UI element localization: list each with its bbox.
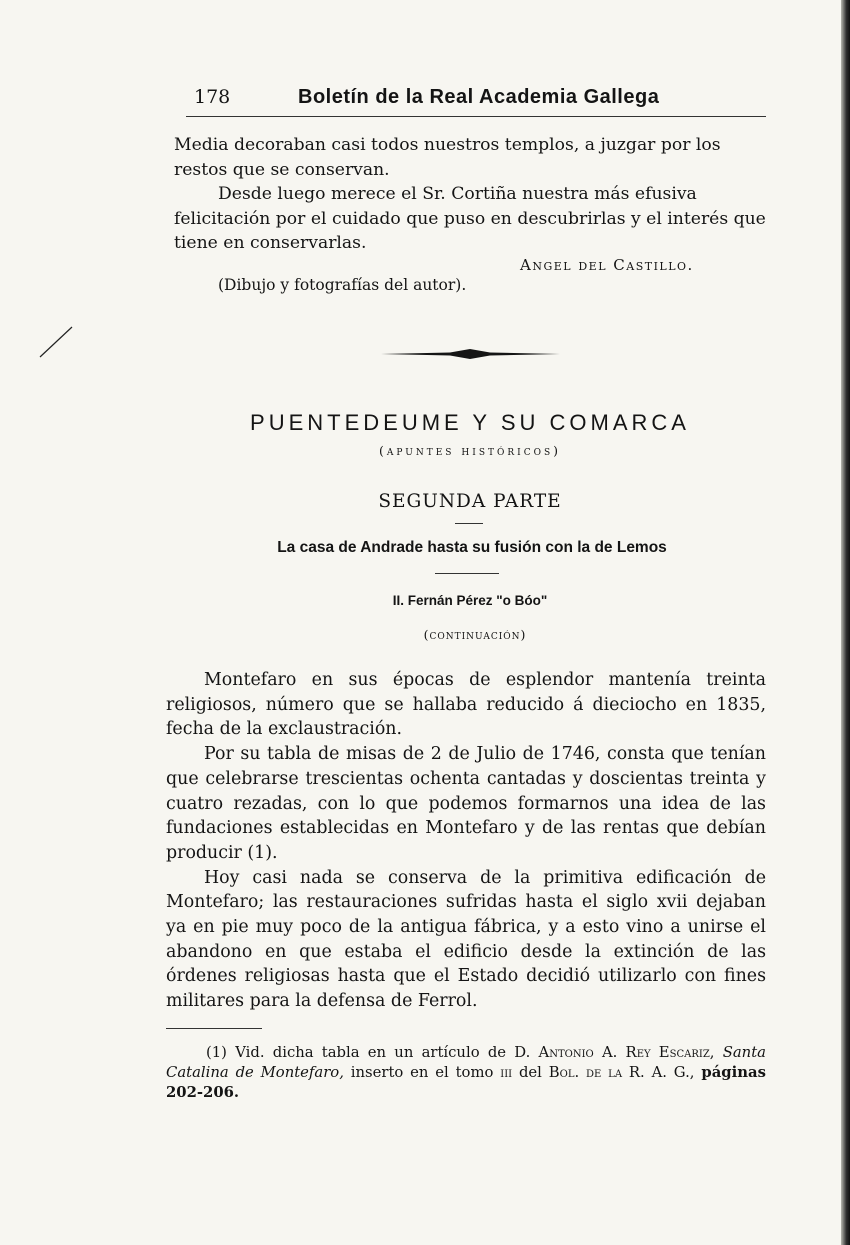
image-credit: (Dibujo y fotografías del autor).	[218, 276, 467, 294]
divider-dash	[435, 573, 499, 574]
previous-article-paragraph: Media decoraban casi todos nuestros templos, a juzgar por los restos que se conservan.	[174, 135, 721, 180]
body-paragraph: Montefaro en sus épocas de esplendor mantenía treinta religiosos, número que se hallaba reducido á dieciocho en 1835, fecha de la exclaustración.	[166, 670, 766, 740]
footnote	[166, 1043, 766, 1103]
running-header	[186, 84, 766, 120]
section-divider-ornament	[380, 343, 560, 365]
page-edge-shadow	[841, 0, 850, 1245]
part-heading: SEGUNDA PARTE	[378, 491, 562, 512]
footnote-journal: Bol. de la R. A. G.	[548, 1064, 690, 1081]
footnote-marker: (1)	[206, 1044, 227, 1061]
body-paragraph: Hoy casi nada se conserva de la primitiva edificación de Montefaro; las restauraciones sufridas hasta el siglo xvii dejaban ya en pie muy poco de la antigua fábrica, y a esto vino a unirse el abandono en que estaba el edificio desde la extinción de las órdenes religiosas hasta que el Estado decidió utilizarlo con fines militares para la defensa de Ferrol.	[166, 867, 766, 1012]
chapter-heading: La casa de Andrade hasta su fusión con la de Lemos	[277, 539, 667, 556]
footnote-work-title: Santa Catalina de Montefaro,	[166, 1044, 766, 1081]
journal-title: Boletín de la Real Academia Gallega	[298, 86, 660, 108]
footnote-author: Antonio A. Rey Escariz	[538, 1044, 710, 1061]
footnote-text: Vid. dicha tabla en un artículo de D.	[235, 1044, 531, 1061]
section-heading: II. Fernán Pérez "o Bóo"	[392, 593, 548, 608]
article-body	[166, 668, 766, 1014]
divider-dash	[455, 523, 483, 524]
continuation-label: (continuación)	[423, 627, 527, 642]
article-subtitle: (apuntes históricos)	[378, 443, 562, 458]
article-title: PUENTEDEUME Y SU COMARCA	[250, 410, 690, 435]
pen-mark-icon	[38, 325, 74, 359]
footnote-rule	[166, 1028, 262, 1029]
footnote-separator: ,	[709, 1044, 715, 1061]
footnote-volume: iii	[500, 1064, 513, 1081]
footnote-text: inserto en el tomo	[350, 1064, 494, 1081]
footnote-pages: páginas 202-206.	[166, 1064, 766, 1101]
author-signature: Angel del Castillo.	[520, 256, 694, 274]
body-paragraph: Por su tabla de misas de 2 de Julio de 1746, consta que tenían que celebrarse trescientas ochenta cantadas y doscientas treinta y cuatro rezadas, con lo que podemos formarnos una idea de las fundaciones establecidas en Montefaro y de las rentas que debían producir (1).	[166, 744, 766, 863]
footnote-text: ,	[689, 1064, 695, 1081]
header-rule	[186, 116, 766, 117]
page-number: 178	[194, 86, 231, 108]
footnote-text: del	[518, 1064, 542, 1081]
previous-article-paragraph: Desde luego merece el Sr. Cortiña nuestra más efusiva felicitación por el cuidado que puso en descubrirlas y el interés que tiene en conservarlas.	[174, 184, 766, 253]
